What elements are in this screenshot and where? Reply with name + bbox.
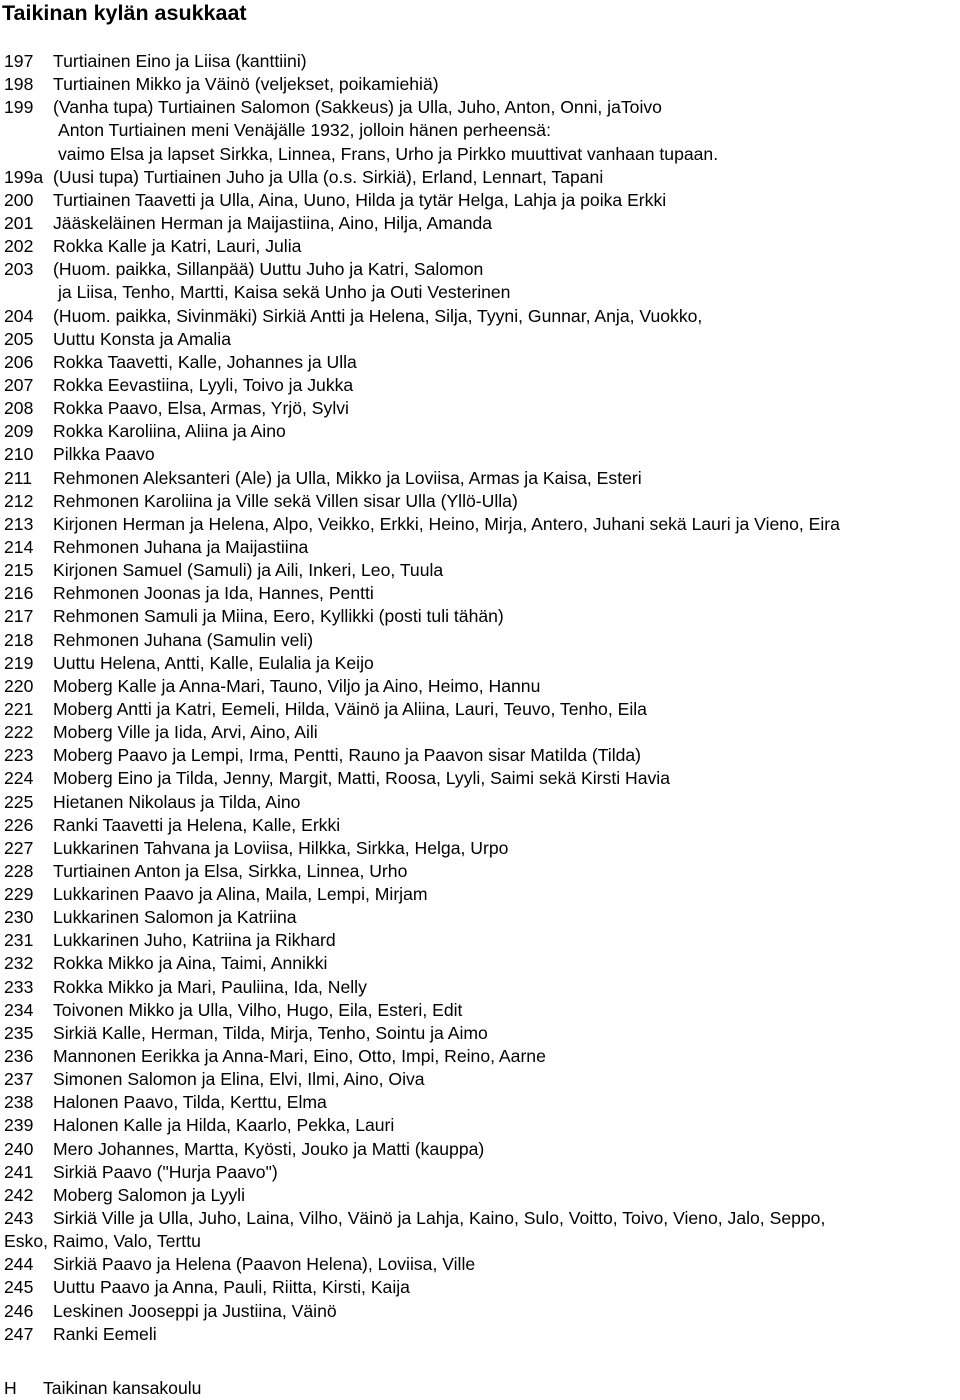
list-item: [0, 212, 960, 235]
house-number: 205: [4, 328, 34, 349]
house-number: 198: [4, 74, 34, 95]
residents-text: Turtiainen Taavetti ja Ulla, Aina, Uuno, Hilda ja tytär Helga, Lahja ja poika Erkki: [53, 189, 667, 210]
list-item: [0, 1091, 960, 1114]
house-number: 235: [4, 1022, 34, 1043]
residents-text: Moberg Paavo ja Lempi, Irma, Pentti, Rauno ja Paavon sisar Matilda (Tilda): [53, 745, 642, 766]
list-item: [0, 374, 960, 397]
list-item: [0, 999, 960, 1022]
list-item: [0, 675, 960, 698]
residents-text: (Huom. paikka, Sivinmäki) Sirkiä Antti ja Helena, Silja, Tyyni, Gunnar, Anja, Vuokko,: [53, 305, 703, 326]
house-number: 217: [4, 606, 34, 627]
residents-text: Turtiainen Anton ja Elsa, Sirkka, Linnea, Urho: [53, 860, 408, 881]
house-number: 225: [4, 791, 34, 812]
list-item: [0, 582, 960, 605]
residents-text: Rehmonen Aleksanteri (Ale) ja Ulla, Mikko ja Loviisa, Armas ja Kaisa, Esteri: [53, 467, 642, 488]
residents-text: Mannonen Eerikka ja Anna-Mari, Eino, Otto, Impi, Reino, Aarne: [53, 1046, 546, 1067]
residents-text: Rokka Eevastiina, Lyyli, Toivo ja Jukka: [53, 374, 354, 395]
list-item: [0, 721, 960, 744]
residents-text: Lukkarinen Juho, Katriina ja Rikhard: [53, 930, 336, 951]
house-number: 204: [4, 305, 34, 326]
house-number: 208: [4, 398, 34, 419]
residents-text: Ranki Taavetti ja Helena, Kalle, Erkki: [53, 814, 341, 835]
residents-text: Moberg Antti ja Katri, Eemeli, Hilda, Väinö ja Aliina, Lauri, Teuvo, Tenho, Eila: [53, 698, 647, 719]
list-item: [0, 328, 960, 351]
residents-text: Jääskeläinen Herman ja Maijastiina, Aino, Hilja, Amanda: [53, 212, 493, 233]
house-number: 218: [4, 629, 34, 650]
house-number: 199: [4, 97, 34, 118]
list-item: [0, 189, 960, 212]
residents-text: Halonen Kalle ja Hilda, Kaarlo, Pekka, Lauri: [53, 1115, 395, 1136]
list-item: [0, 490, 960, 513]
footer-label: Taikinan kansakoulu: [43, 1378, 202, 1398]
house-number: 227: [4, 837, 34, 858]
house-number: 223: [4, 745, 34, 766]
house-number: 242: [4, 1184, 34, 1205]
house-number: 236: [4, 1046, 34, 1067]
residents-text: Moberg Eino ja Tilda, Jenny, Margit, Matti, Roosa, Lyyli, Saimi sekä Kirsti Havia: [53, 768, 670, 789]
list-item: [0, 96, 960, 119]
residents-text: Uuttu Paavo ja Anna, Pauli, Riitta, Kirsti, Kaija: [53, 1277, 410, 1298]
list-item: [0, 976, 960, 999]
residents-text: Ranki Eemeli: [53, 1323, 157, 1344]
list-item: [0, 883, 960, 906]
house-number: 209: [4, 421, 34, 442]
house-number: 247: [4, 1323, 34, 1344]
house-number: 197: [4, 51, 34, 71]
list-item: [0, 1276, 960, 1299]
list-item: [0, 1138, 960, 1161]
residents-text: Simonen Salomon ja Elina, Elvi, Ilmi, Aino, Oiva: [53, 1069, 425, 1090]
residents-text: Rokka Kalle ja Katri, Lauri, Julia: [53, 236, 302, 257]
residents-text: Rokka Taavetti, Kalle, Johannes ja Ulla: [53, 351, 357, 372]
residents-text: Lukkarinen Salomon ja Katriina: [53, 907, 297, 928]
house-number: 222: [4, 722, 34, 743]
list-item-continuation: [0, 143, 960, 166]
house-number: 231: [4, 930, 34, 951]
house-number: 206: [4, 351, 34, 372]
residents-text: Rehmonen Karoliina ja Ville sekä Villen sisar Ulla (Yllö-Ulla): [53, 490, 518, 511]
residents-text: (Uusi tupa) Turtiainen Juho ja Ulla (o.s. Sirkiä), Erland, Lennart, Tapani: [53, 166, 604, 187]
residents-text: Kirjonen Herman ja Helena, Alpo, Veikko, Erkki, Heino, Mirja, Antero, Juhani sekä Lauri ja Vieno, Eira: [53, 513, 840, 534]
residents-text: Rokka Mikko ja Mari, Pauliina, Ida, Nelly: [53, 976, 367, 997]
resident-list: [0, 50, 960, 1346]
house-number: 246: [4, 1300, 34, 1321]
residents-text: Rokka Paavo, Elsa, Armas, Yrjö, Sylvi: [53, 398, 349, 419]
list-item: [0, 1045, 960, 1068]
house-number: 210: [4, 444, 34, 465]
list-item: [0, 1184, 960, 1207]
house-number: 238: [4, 1092, 34, 1113]
list-item: [0, 1300, 960, 1323]
list-item: [0, 744, 960, 767]
house-number: 224: [4, 768, 34, 789]
residents-text: Rehmonen Joonas ja Ida, Hannes, Pentti: [53, 583, 374, 604]
residents-text: Sirkiä Paavo ("Hurja Paavo"): [53, 1161, 278, 1182]
house-number: 233: [4, 976, 34, 997]
house-number: 221: [4, 698, 34, 719]
list-item: [0, 698, 960, 721]
house-number: 239: [4, 1115, 34, 1136]
residents-text: (Huom. paikka, Sillanpää) Uuttu Juho ja Katri, Salomon: [53, 259, 484, 280]
residents-text: Hietanen Nikolaus ja Tilda, Aino: [53, 791, 301, 812]
list-item: [0, 1253, 960, 1276]
house-number: 240: [4, 1138, 34, 1159]
residents-text: Rehmonen Juhana (Samulin veli): [53, 629, 314, 650]
list-item-continuation: [0, 281, 960, 304]
list-item: [0, 629, 960, 652]
house-number: 207: [4, 374, 34, 395]
house-number: 220: [4, 675, 34, 696]
residents-text: Pilkka Paavo: [53, 444, 155, 465]
residents-text: Sirkiä Kalle, Herman, Tilda, Mirja, Tenho, Sointu ja Aimo: [53, 1022, 488, 1043]
list-item: [0, 1161, 960, 1184]
list-item: [0, 1022, 960, 1045]
residents-text: Kirjonen Samuel (Samuli) ja Aili, Inkeri, Leo, Tuula: [53, 560, 444, 581]
house-number: 226: [4, 814, 34, 835]
house-number: 234: [4, 999, 34, 1020]
house-number: 229: [4, 884, 34, 905]
list-item: [0, 1207, 960, 1230]
residents-text: Rehmonen Juhana ja Maijastiina: [53, 536, 309, 557]
list-item: [0, 50, 960, 73]
list-item: [0, 767, 960, 790]
residents-text: Anton Turtiainen meni Venäjälle 1932, jolloin hänen perheensä:: [58, 120, 551, 141]
residents-text: Moberg Salomon ja Lyyli: [53, 1184, 245, 1205]
residents-text: Moberg Ville ja Iida, Arvi, Aino, Aili: [53, 722, 318, 743]
residents-text: Halonen Paavo, Tilda, Kerttu, Elma: [53, 1092, 327, 1113]
list-item: [0, 420, 960, 443]
residents-text: Leskinen Jooseppi ja Justiina, Väinö: [53, 1300, 337, 1321]
residents-text: ja Liisa, Tenho, Martti, Kaisa sekä Unho ja Outi Vesterinen: [58, 282, 511, 303]
house-number: 215: [4, 560, 34, 581]
list-item: [0, 1114, 960, 1137]
list-item: [0, 1068, 960, 1091]
house-number: 212: [4, 490, 34, 511]
list-item: [0, 397, 960, 420]
list-item: [0, 1323, 960, 1346]
list-item: [0, 166, 960, 189]
house-number: 219: [4, 652, 34, 673]
footer-letter: H: [4, 1378, 17, 1398]
list-item: [0, 536, 960, 559]
house-number: 244: [4, 1254, 34, 1275]
house-number: 232: [4, 953, 34, 974]
residents-text: Toivonen Mikko ja Ulla, Vilho, Hugo, Eila, Esteri, Edit: [53, 999, 463, 1020]
residents-text: Rehmonen Samuli ja Miina, Eero, Kyllikki (posti tuli tähän): [53, 606, 504, 627]
residents-text: Lukkarinen Paavo ja Alina, Maila, Lempi, Mirjam: [53, 884, 428, 905]
residents-text: (Vanha tupa) Turtiainen Salomon (Sakkeus) ja Ulla, Juho, Anton, Onni, jaToivo: [53, 97, 662, 118]
list-item: [0, 860, 960, 883]
residents-text: Esko, Raimo, Valo, Terttu: [4, 1231, 201, 1252]
list-item: [0, 513, 960, 536]
house-number: 243: [4, 1208, 34, 1229]
list-item: [0, 929, 960, 952]
residents-text: Lukkarinen Tahvana ja Loviisa, Hilkka, Sirkka, Helga, Urpo: [53, 837, 509, 858]
house-number: 201: [4, 212, 34, 233]
list-item: [0, 258, 960, 281]
house-number: 211: [4, 467, 33, 488]
list-item-continuation: [0, 119, 960, 142]
house-number: 200: [4, 189, 34, 210]
list-item: [0, 305, 960, 328]
house-number: 245: [4, 1277, 34, 1298]
residents-text: Mero Johannes, Martta, Kyösti, Jouko ja Matti (kauppa): [53, 1138, 485, 1159]
house-number: 203: [4, 259, 34, 280]
list-item: [0, 652, 960, 675]
house-number: 216: [4, 583, 34, 604]
house-number: 213: [4, 513, 34, 534]
list-item: [0, 906, 960, 929]
list-item: [0, 351, 960, 374]
list-item: [0, 467, 960, 490]
list-item: [0, 559, 960, 582]
house-number: 241: [4, 1161, 34, 1182]
list-item: [0, 73, 960, 96]
residents-text: Rokka Karoliina, Aliina ja Aino: [53, 421, 286, 442]
house-number: 228: [4, 860, 34, 881]
house-number: 237: [4, 1069, 34, 1090]
residents-text: Turtiainen Eino ja Liisa (kanttiini): [53, 51, 307, 71]
residents-text: Rokka Mikko ja Aina, Taimi, Annikki: [53, 953, 328, 974]
residents-text: Sirkiä Paavo ja Helena (Paavon Helena), Loviisa, Ville: [53, 1254, 476, 1275]
list-item: [0, 814, 960, 837]
list-item: [0, 605, 960, 628]
residents-text: vaimo Elsa ja lapset Sirkka, Linnea, Frans, Urho ja Pirkko muuttivat vanhaan tupaan.: [58, 143, 719, 164]
residents-text: Turtiainen Mikko ja Väinö (veljekset, poikamiehiä): [53, 74, 439, 95]
page-title: Taikinan kylän asukkaat: [2, 1, 247, 25]
house-number: 199a: [4, 166, 44, 187]
house-number: 202: [4, 236, 34, 257]
house-number: 214: [4, 536, 34, 557]
residents-text: Sirkiä Ville ja Ulla, Juho, Laina, Vilho, Väinö ja Lahja, Kaino, Sulo, Voitto, Toivo, Vieno, Jalo, Seppo,: [53, 1208, 826, 1229]
residents-text: Uuttu Konsta ja Amalia: [53, 328, 231, 349]
list-item: [0, 837, 960, 860]
residents-text: Moberg Kalle ja Anna-Mari, Tauno, Viljo ja Aino, Heimo, Hannu: [53, 675, 541, 696]
list-item-continuation: [0, 1230, 960, 1253]
list-item: [0, 235, 960, 258]
list-item: [0, 952, 960, 975]
house-number: 230: [4, 907, 34, 928]
residents-text: Uuttu Helena, Antti, Kalle, Eulalia ja Keijo: [53, 652, 374, 673]
list-item: [0, 791, 960, 814]
list-item: [0, 443, 960, 466]
